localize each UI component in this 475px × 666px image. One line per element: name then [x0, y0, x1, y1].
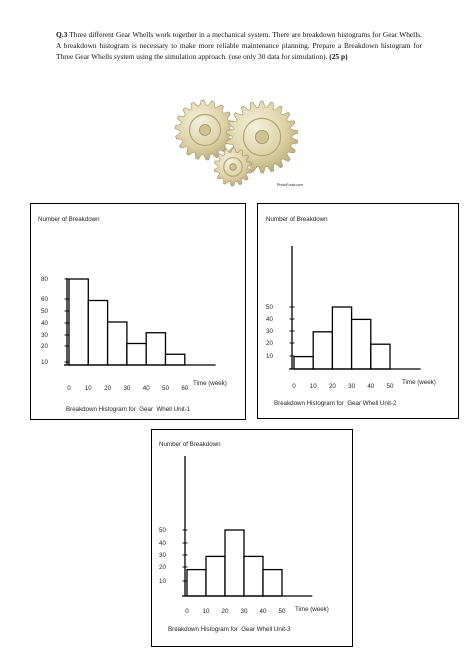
- y-tick-label: 60: [41, 296, 48, 303]
- y-tick-label: 30: [41, 332, 48, 339]
- x-tick-label: 40: [142, 385, 150, 392]
- y-tick-label: 10: [41, 359, 48, 366]
- y-tick-label: 40: [266, 316, 273, 323]
- y-tick-label: 10: [266, 353, 273, 360]
- gears-image: [173, 94, 304, 190]
- y-tick-label: 20: [159, 564, 166, 571]
- histogram-unit-2: [257, 203, 459, 419]
- histogram-unit-2-plot: [258, 204, 460, 420]
- x-tick-label: 40: [259, 608, 267, 615]
- histogram-bar: [263, 570, 282, 596]
- histogram-bar: [225, 530, 244, 596]
- histogram-bar: [294, 357, 313, 369]
- x-tick-label: 40: [367, 383, 375, 390]
- chart-title: Breakdown Histogram for Gear Whell Unit-1: [66, 406, 191, 413]
- x-tick-label: 0: [185, 608, 189, 615]
- histogram-unit-3: [151, 429, 353, 647]
- histogram-unit-1-plot: [31, 204, 247, 421]
- x-tick-label: 60: [181, 385, 189, 392]
- x-tick-label: 20: [104, 385, 112, 392]
- x-tick-label: 30: [123, 385, 131, 392]
- histogram-bar: [127, 344, 146, 366]
- x-tick-label: 10: [309, 383, 317, 390]
- y-tick-label: 50: [159, 527, 166, 534]
- chart-title: Breakdown Histogram for Gear Whell Unit-2: [274, 400, 397, 407]
- y-tick-label: 10: [159, 578, 166, 585]
- x-tick-label: 0: [67, 385, 71, 392]
- histogram-bar: [88, 301, 107, 366]
- y-tick-label: 30: [159, 552, 166, 559]
- y-axis-label: Number of Breakdown: [38, 216, 100, 223]
- y-tick-label: 80: [41, 276, 48, 283]
- x-tick-label: 20: [328, 383, 336, 390]
- histogram-unit-3-plot: [152, 430, 354, 648]
- y-tick-label: 30: [266, 328, 273, 335]
- x-tick-label: 10: [84, 385, 92, 392]
- histogram-bar: [187, 570, 206, 596]
- x-tick-label: 0: [292, 383, 296, 390]
- histogram-bar: [244, 556, 263, 596]
- histogram-bar: [352, 319, 371, 369]
- y-axis-label: Number of Breakdown: [266, 216, 328, 223]
- histogram-bar: [313, 332, 332, 369]
- x-tick-label: 50: [162, 385, 169, 392]
- histogram-bar: [108, 322, 127, 365]
- chart-title: Breakdown Histogram for Gear Whell Unit-3: [168, 626, 291, 633]
- x-axis-label: Time (week): [295, 606, 329, 613]
- x-tick-label: 50: [278, 608, 286, 615]
- x-tick-label: 10: [202, 608, 210, 615]
- watermark-text: PhotoFunia.com: [277, 183, 304, 187]
- histogram-bar: [371, 344, 390, 369]
- histogram-bar: [332, 307, 351, 369]
- x-tick-label: 20: [221, 608, 229, 615]
- x-tick-label: 30: [348, 383, 356, 390]
- histogram-bar: [166, 354, 185, 365]
- y-axis-label: Number of Breakdown: [159, 441, 221, 448]
- y-tick-label: 50: [41, 308, 48, 315]
- question-points: (25 p): [329, 52, 348, 61]
- x-tick-label: 50: [386, 383, 394, 390]
- y-tick-label: 20: [266, 340, 273, 347]
- x-tick-label: 30: [240, 608, 248, 615]
- x-axis-label: Time (week): [193, 380, 227, 387]
- question-body: Three different Gear Whells work together in a mechanical system. There are breakdown histograms for Gear Whells. A breakdown histogram is necessary to make more reliable maintenance planning. Prepare a Breakdown histogram for Three Gear Whells system using the simulation approach. (use only 30 data for simulation).: [56, 30, 422, 61]
- histogram-bar: [206, 556, 225, 596]
- question-text: [56, 29, 422, 62]
- y-tick-label: 50: [266, 304, 273, 311]
- y-tick-label: 20: [41, 343, 48, 350]
- x-axis-label: Time (week): [402, 379, 436, 386]
- histogram-bar: [146, 333, 165, 365]
- y-tick-label: 40: [159, 540, 166, 547]
- y-tick-label: 40: [41, 320, 48, 327]
- question-number: Q.3: [56, 30, 68, 39]
- histogram-bar: [69, 279, 88, 365]
- gears-icon: [173, 94, 304, 190]
- histogram-unit-1: [30, 203, 246, 420]
